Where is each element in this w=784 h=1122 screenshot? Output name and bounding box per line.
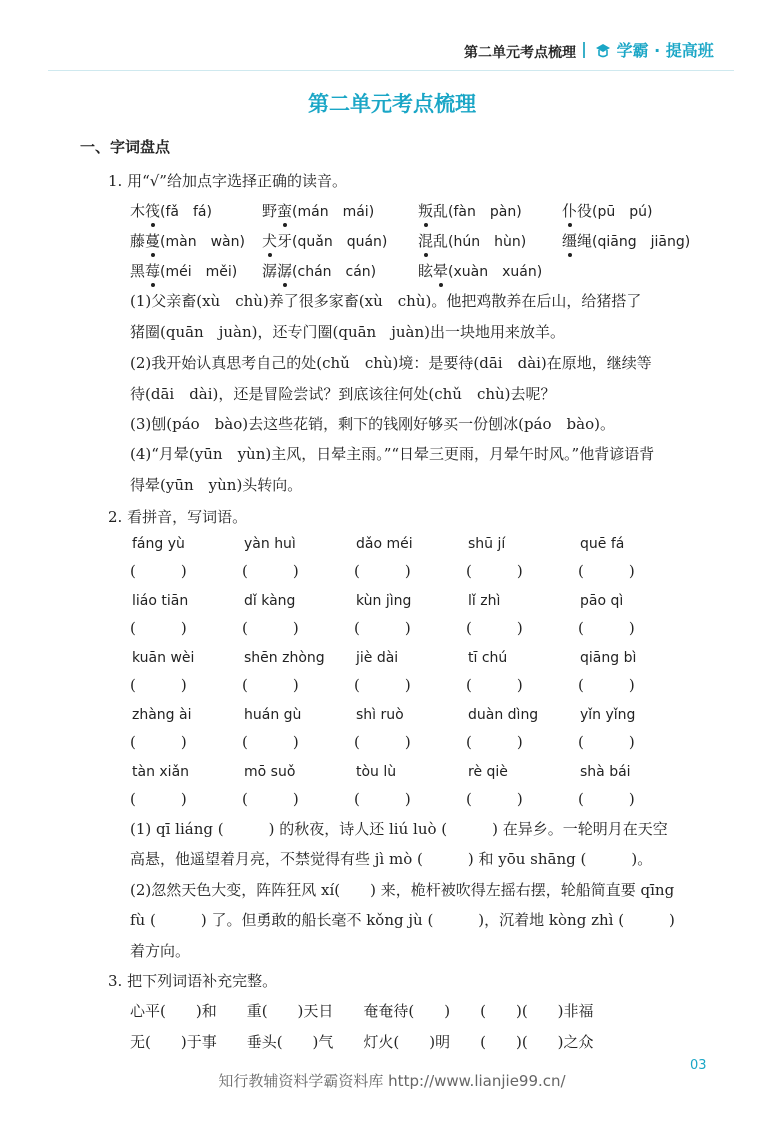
answer-blank[interactable]: ( )	[354, 619, 411, 637]
section-heading: 一、字词盘点	[80, 138, 171, 156]
word-char: 乱	[433, 202, 449, 220]
dotted-char: 混	[418, 232, 434, 250]
graduation-cap-icon	[595, 42, 611, 60]
header-rule	[48, 70, 734, 71]
pinyin-cue: dǐ kàng	[244, 593, 296, 609]
header-title: 第二单元考点梳理	[464, 45, 576, 61]
header-divider	[583, 42, 585, 58]
q1-sentence-line: (2)我开始认真思考自己的处(chǔ chù)境：是要待(dāi dài)在原地，继续等	[130, 354, 652, 372]
pinyin-options: (quǎn quán)	[292, 234, 388, 250]
answer-blank[interactable]: ( )	[130, 619, 187, 637]
word-char: 眩	[418, 262, 434, 280]
dotted-char: 蛮	[277, 202, 293, 220]
answer-blank[interactable]: ( )	[242, 790, 299, 808]
watermark: 知行教辅资料学霸资料库 http://www.lianjie99.cn/	[218, 1072, 566, 1090]
pinyin-cue: yǐn yǐng	[580, 707, 636, 723]
answer-blank[interactable]: ( )	[578, 733, 635, 751]
q1-sentence-line: (3)刨(páo bào)去这些花销，剩下的钱刚好够买一份刨冰(páo bào)。	[130, 415, 615, 433]
pinyin-options: (màn wàn)	[160, 234, 245, 250]
answer-blank[interactable]: ( )	[466, 619, 523, 637]
dotted-char: 蔓	[145, 232, 161, 250]
pinyin-cue: duàn dìng	[468, 707, 539, 723]
answer-blank[interactable]: ( )	[578, 790, 635, 808]
q1-sentence-line: 待(dāi dài)，还是冒险尝试？到底该往何处(chǔ chù)去呢？	[130, 385, 556, 403]
q1-sentence-line: 得晕(yūn yùn)头转向。	[130, 476, 303, 494]
pinyin-cue: dǎo méi	[356, 536, 413, 552]
pinyin-cue: shū jí	[468, 536, 506, 552]
dotted-char: 莓	[145, 262, 161, 280]
answer-blank[interactable]: ( )	[466, 562, 523, 580]
pinyin-cue: tàn xiǎn	[132, 764, 190, 780]
word-char: 木	[130, 202, 146, 220]
pinyin-cue: jiè dài	[356, 650, 399, 666]
pinyin-cue: rè qiè	[468, 764, 508, 780]
answer-blank[interactable]: ( )	[578, 676, 635, 694]
q1-word-item	[418, 200, 522, 221]
pinyin-cue: huán gù	[244, 707, 302, 723]
question-1-label: 1. 用“√”给加点字选择正确的读音。	[108, 172, 347, 190]
word-char: 绳	[577, 232, 593, 250]
question-2-label: 2. 看拼音，写词语。	[108, 508, 248, 526]
q2-sentence-line: 高悬，他遥望着月亮，不禁觉得有些 jì mò ( ) 和 yōu shāng ( )。	[130, 850, 653, 868]
q1-sentence-line: 猪圈(quān juàn)，还专门圈(quān juàn)出一块地用来放羊。	[130, 323, 565, 341]
answer-blank[interactable]: ( )	[130, 790, 187, 808]
pinyin-options: (fàn pàn)	[448, 204, 522, 220]
answer-blank[interactable]: ( )	[466, 676, 523, 694]
q1-word-item	[418, 230, 526, 251]
pinyin-cue: kuān wèi	[132, 650, 195, 666]
pinyin-cue: zhàng ài	[132, 707, 192, 723]
pinyin-cue: liáo tiān	[132, 593, 189, 609]
answer-blank[interactable]: ( )	[130, 676, 187, 694]
answer-blank[interactable]: ( )	[578, 562, 635, 580]
dotted-char: 缰	[562, 232, 578, 250]
pinyin-cue: fáng yù	[132, 536, 185, 552]
word-char: 乱	[433, 232, 449, 250]
q1-word-item	[262, 230, 387, 251]
q2-sentence-line: fù ( ) 了。但勇敢的船长毫不 kǒng jù ( )，沉着地 kòng zhì ( )	[130, 911, 675, 929]
dotted-char: 筏	[145, 202, 161, 220]
pinyin-cue: qiāng bì	[580, 650, 637, 666]
pinyin-options: (pū pú)	[592, 204, 653, 220]
answer-blank[interactable]: ( )	[466, 790, 523, 808]
q1-sentence-line: (4)“月晕(yūn yùn)主风，日晕主雨。”“日晕三更雨，月晕午时风。”他背谚语背	[130, 445, 655, 463]
answer-blank[interactable]: ( )	[578, 619, 635, 637]
answer-blank[interactable]: ( )	[242, 676, 299, 694]
dotted-char: 叛	[418, 202, 434, 220]
word-char: 野	[262, 202, 278, 220]
q2-sentence-line: (1) qī liáng ( ) 的秋夜，诗人还 liú luò ( ) 在异乡。一轮明月在天空	[130, 820, 668, 838]
pinyin-cue: pāo qì	[580, 593, 624, 609]
pinyin-cue: shì ruò	[356, 707, 404, 723]
pinyin-cue: tī chú	[468, 650, 508, 666]
pinyin-options: (xuàn xuán)	[448, 264, 543, 280]
word-char: 役	[577, 202, 593, 220]
answer-blank[interactable]: ( )	[242, 619, 299, 637]
pinyin-cue: yàn huì	[244, 536, 296, 552]
answer-blank[interactable]: ( )	[242, 733, 299, 751]
pinyin-options: (méi měi)	[160, 264, 238, 280]
page-number: 03	[690, 1058, 707, 1073]
word-char: 藤	[130, 232, 146, 250]
q1-word-item	[130, 200, 212, 221]
page-header	[0, 38, 784, 62]
dotted-char: 仆	[562, 202, 578, 220]
pinyin-cue: quē fá	[580, 536, 625, 552]
pinyin-options: (qiāng jiāng)	[592, 234, 691, 250]
q3-row: 心平( )和 重( )天日 奄奄待( ) ( )( )非福	[130, 1002, 594, 1020]
pinyin-cue: shēn zhòng	[244, 650, 325, 666]
pinyin-options: (mán mái)	[292, 204, 375, 220]
pinyin-options: (hún hùn)	[448, 234, 527, 250]
answer-blank[interactable]: ( )	[354, 676, 411, 694]
pinyin-cue: tòu lù	[356, 764, 397, 780]
q1-word-item	[130, 230, 245, 251]
answer-blank[interactable]: ( )	[242, 562, 299, 580]
word-char: 黑	[130, 262, 146, 280]
dotted-char: 犬	[262, 232, 278, 250]
q2-sentence-line: (2)忽然天色大变，阵阵狂风 xí( ) 来，桅杆被吹得左摇右摆，轮船简直要 qīng	[130, 881, 675, 899]
q3-row: 无( )于事 垂头( )气 灯火( )明 ( )( )之众	[130, 1033, 594, 1051]
answer-blank[interactable]: ( )	[354, 562, 411, 580]
dotted-char: 潺	[277, 262, 293, 280]
dotted-char: 晕	[433, 262, 449, 280]
q1-word-item	[262, 260, 376, 281]
pinyin-cue: mō suǒ	[244, 764, 296, 780]
q2-sentence-line: 着方向。	[130, 942, 191, 960]
word-char: 潺	[262, 262, 278, 280]
q1-word-item	[562, 200, 652, 221]
pinyin-cue: lǐ zhì	[468, 593, 501, 609]
answer-blank[interactable]: ( )	[466, 733, 523, 751]
pinyin-options: (fǎ fá)	[160, 204, 212, 220]
answer-blank[interactable]: ( )	[130, 562, 187, 580]
q1-word-item	[262, 200, 374, 221]
answer-blank[interactable]: ( )	[130, 733, 187, 751]
page-title: 第二单元考点梳理	[308, 92, 476, 116]
answer-blank[interactable]: ( )	[354, 733, 411, 751]
question-3-label: 3. 把下列词语补充完整。	[108, 972, 278, 990]
q1-word-item	[562, 230, 690, 251]
pinyin-options: (chán cán)	[292, 264, 377, 280]
pinyin-cue: shà bái	[580, 764, 631, 780]
q1-word-item	[418, 260, 542, 281]
q1-sentence-line: (1)父亲畜(xù chù)养了很多家畜(xù chù)。他把鸡散养在后山，给猪搭了	[130, 292, 642, 310]
brand-logo	[595, 38, 714, 61]
logo-text: 学霸 · 提高班	[616, 41, 714, 60]
q1-word-item	[130, 260, 237, 281]
pinyin-cue: kùn jìng	[356, 593, 412, 609]
word-char: 牙	[277, 232, 293, 250]
answer-blank[interactable]: ( )	[354, 790, 411, 808]
